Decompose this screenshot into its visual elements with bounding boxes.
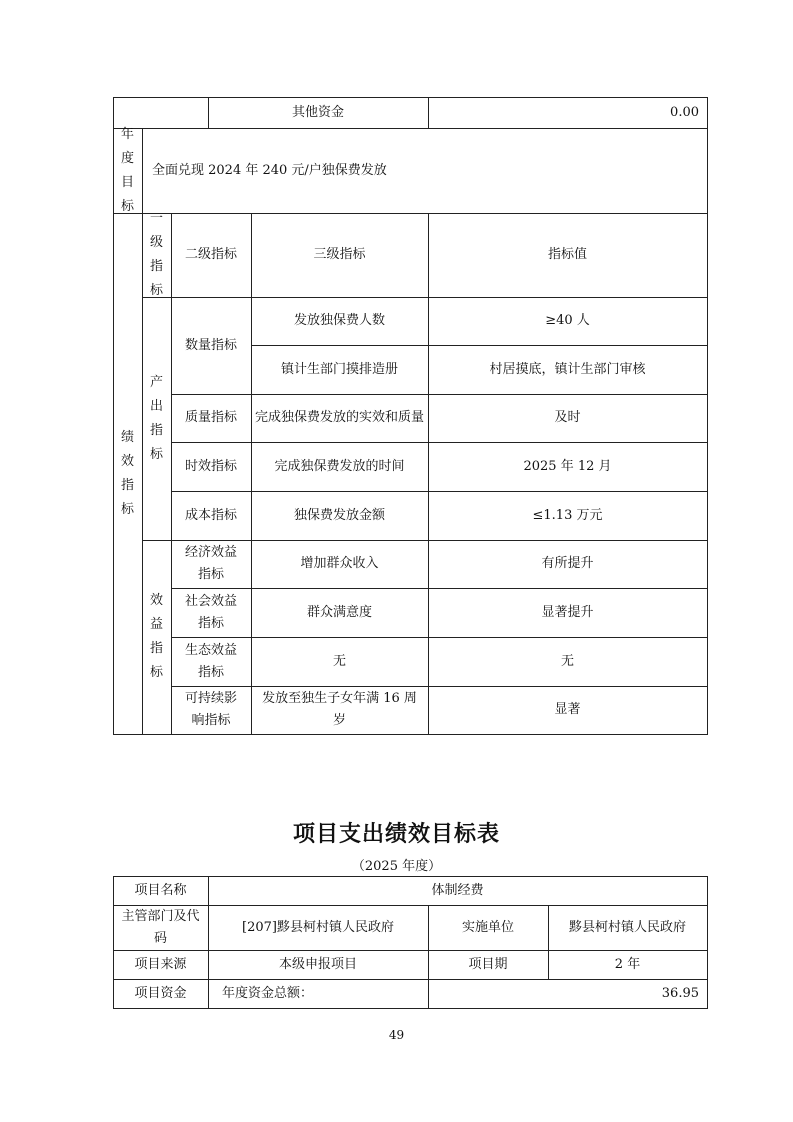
header-value: 指标值 [547, 247, 587, 262]
row-level3: 完成独保费发放的时间 [274, 458, 405, 474]
impl-label: 实施单位 [461, 919, 514, 935]
annual-goal-label: 年度目标 [120, 126, 134, 214]
row-level3: 完成独保费发放的实效和质量 [255, 410, 425, 425]
row-level3: 镇计生部门摸排造册 [280, 361, 398, 377]
row-value: 显著 [554, 702, 581, 717]
row-value: 有所提升 [541, 556, 594, 571]
row-level3: 无 [332, 653, 346, 669]
impl-value: 黟县柯村镇人民政府 [568, 919, 686, 935]
row-level2: 可持续影响指标 [184, 691, 237, 728]
dept-value: [207]黟县柯村镇人民政府 [242, 919, 394, 935]
row-level2: 质量指标 [184, 410, 237, 425]
row-value: 显著提升 [541, 604, 594, 620]
funds-label: 项目资金 [134, 985, 187, 1001]
header-level2: 二级指标 [184, 247, 237, 262]
year-subtitle: （2025 年度） [351, 859, 442, 874]
row-level2: 经济效益指标 [185, 545, 238, 582]
row-value: ≥40 人 [545, 313, 590, 328]
row-value: ≤1.13 万元 [532, 507, 603, 523]
other-funds-value: 0.00 [670, 104, 699, 120]
page-number: 49 [388, 1028, 405, 1042]
page-title: 项目支出绩效目标表 [292, 822, 500, 847]
project-name-label: 项目名称 [134, 882, 187, 898]
row-level3: 群众满意度 [306, 604, 372, 620]
source-value: 本级申报项目 [278, 956, 357, 972]
output-indicator-label: 产出指标 [149, 374, 163, 462]
project-name-value: 体制经费 [431, 882, 484, 898]
dept-label: 主管部门及代码 [121, 908, 200, 946]
row-level2: 时效指标 [184, 458, 237, 474]
other-funds-label: 其他资金 [291, 104, 344, 120]
annual-total-value: 36.95 [661, 985, 699, 1001]
row-value: 2025 年 12 月 [523, 458, 612, 474]
row-level2: 社会效益指标 [185, 593, 238, 631]
header-level3: 三级指标 [313, 247, 366, 262]
row-level3: 独保费发放金额 [293, 507, 385, 523]
header-level1: 一级指标 [149, 211, 163, 298]
row-level3: 增加群众收入 [300, 556, 379, 571]
row-level2: 数量指标 [184, 337, 237, 353]
period-value: 2 年 [614, 956, 641, 972]
annual-total-label: 年度资金总额： [222, 985, 314, 1001]
row-value: 及时 [554, 410, 581, 425]
row-level2: 生态效益指标 [185, 642, 238, 680]
source-label: 项目来源 [134, 956, 187, 972]
benefit-indicator-label: 效益指标 [149, 593, 163, 680]
row-value: 无 [560, 653, 574, 669]
row-value: 村居摸底，镇计生部门审核 [489, 361, 646, 377]
perf-indicator-label: 绩效指标 [120, 429, 134, 517]
row-level2: 成本指标 [184, 507, 237, 523]
period-label: 项目期 [468, 956, 508, 972]
row-level3: 发放至独生子女年满 16 周岁 [262, 691, 417, 728]
row-level3: 发放独保费人数 [293, 313, 385, 328]
annual-goal-text: 全面兑现 2024 年 240 元/户独保费发放 [152, 162, 387, 178]
